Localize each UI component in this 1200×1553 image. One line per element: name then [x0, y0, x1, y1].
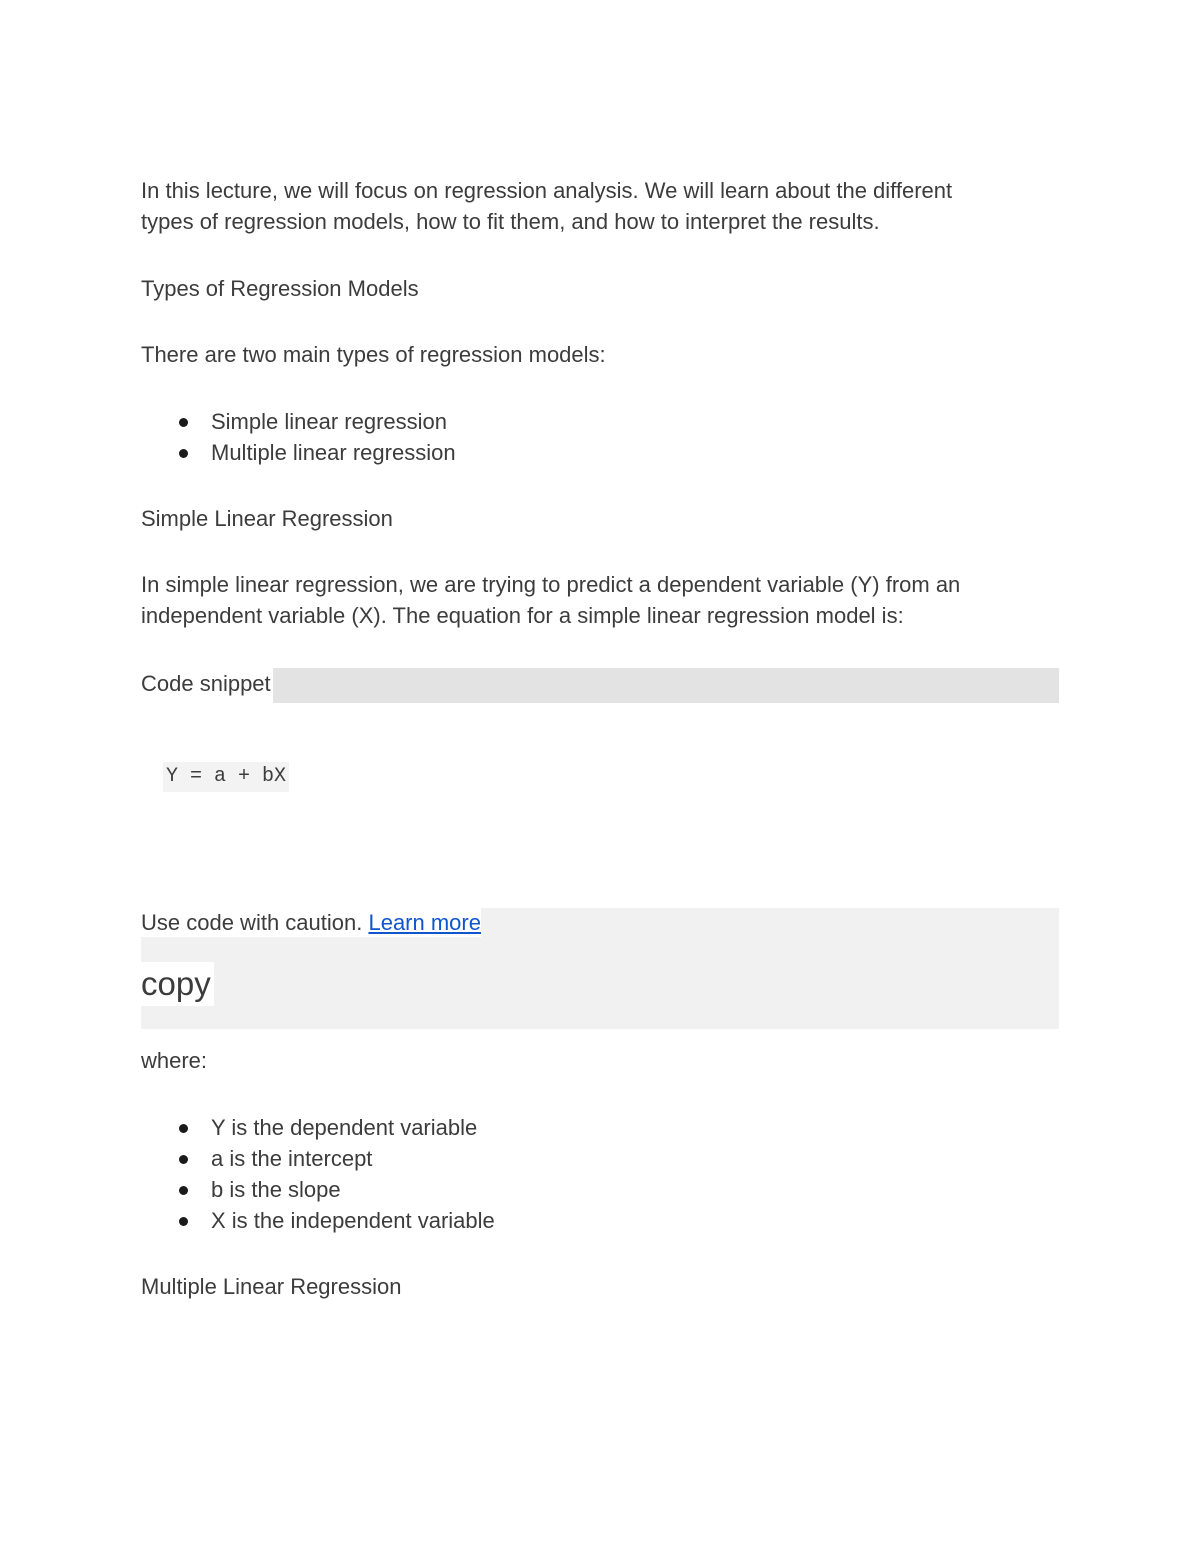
- where-list: [141, 1112, 495, 1236]
- list-item: [141, 437, 456, 468]
- code-footer: [141, 908, 1059, 1029]
- bullet-icon: [179, 1124, 188, 1133]
- list-item: [141, 406, 456, 437]
- bullet-icon: [179, 418, 188, 427]
- intro-line-2: types of regression models, how to fit them, and how to interpret the results.: [141, 209, 880, 234]
- list-item-text: b is the slope: [211, 1177, 341, 1202]
- list-item: [141, 1205, 495, 1236]
- list-item-text: Simple linear regression: [211, 409, 447, 434]
- bullet-icon: [179, 1217, 188, 1226]
- list-item-text: a is the intercept: [211, 1146, 373, 1171]
- simple-heading: Simple Linear Regression: [141, 506, 393, 531]
- list-item-text: Y is the dependent variable: [211, 1115, 478, 1140]
- types-heading: Types of Regression Models: [141, 276, 419, 301]
- list-item: [141, 1174, 495, 1205]
- list-item-text: X is the independent variable: [211, 1208, 495, 1233]
- multiple-heading: Multiple Linear Regression: [141, 1274, 402, 1299]
- simple-text-line-1: In simple linear regression, we are trying to predict a dependent variable (Y) from an: [141, 572, 961, 597]
- code-line: Y = a + bX: [163, 762, 289, 792]
- list-item-text: Multiple linear regression: [211, 440, 456, 465]
- simple-text-line-2: independent variable (X). The equation for a simple linear regression model is:: [141, 603, 904, 628]
- list-item: [141, 1143, 495, 1174]
- learn-more-link[interactable]: Learn more: [368, 910, 481, 935]
- caution-line: [141, 908, 481, 937]
- types-intro: There are two main types of regression models:: [141, 342, 606, 367]
- caution-text: Use code with caution.: [141, 910, 369, 935]
- copy-button[interactable]: copy: [141, 962, 214, 1006]
- types-list: [141, 406, 456, 468]
- list-item: [141, 1112, 495, 1143]
- bullet-icon: [179, 1155, 188, 1164]
- code-snippet-header: [141, 668, 1059, 703]
- intro-line-1: In this lecture, we will focus on regression analysis. We will learn about the different: [141, 178, 953, 203]
- code-snippet-label: Code snippet: [141, 668, 273, 703]
- bullet-icon: [179, 449, 188, 458]
- where-label: where:: [141, 1048, 208, 1073]
- bullet-icon: [179, 1186, 188, 1195]
